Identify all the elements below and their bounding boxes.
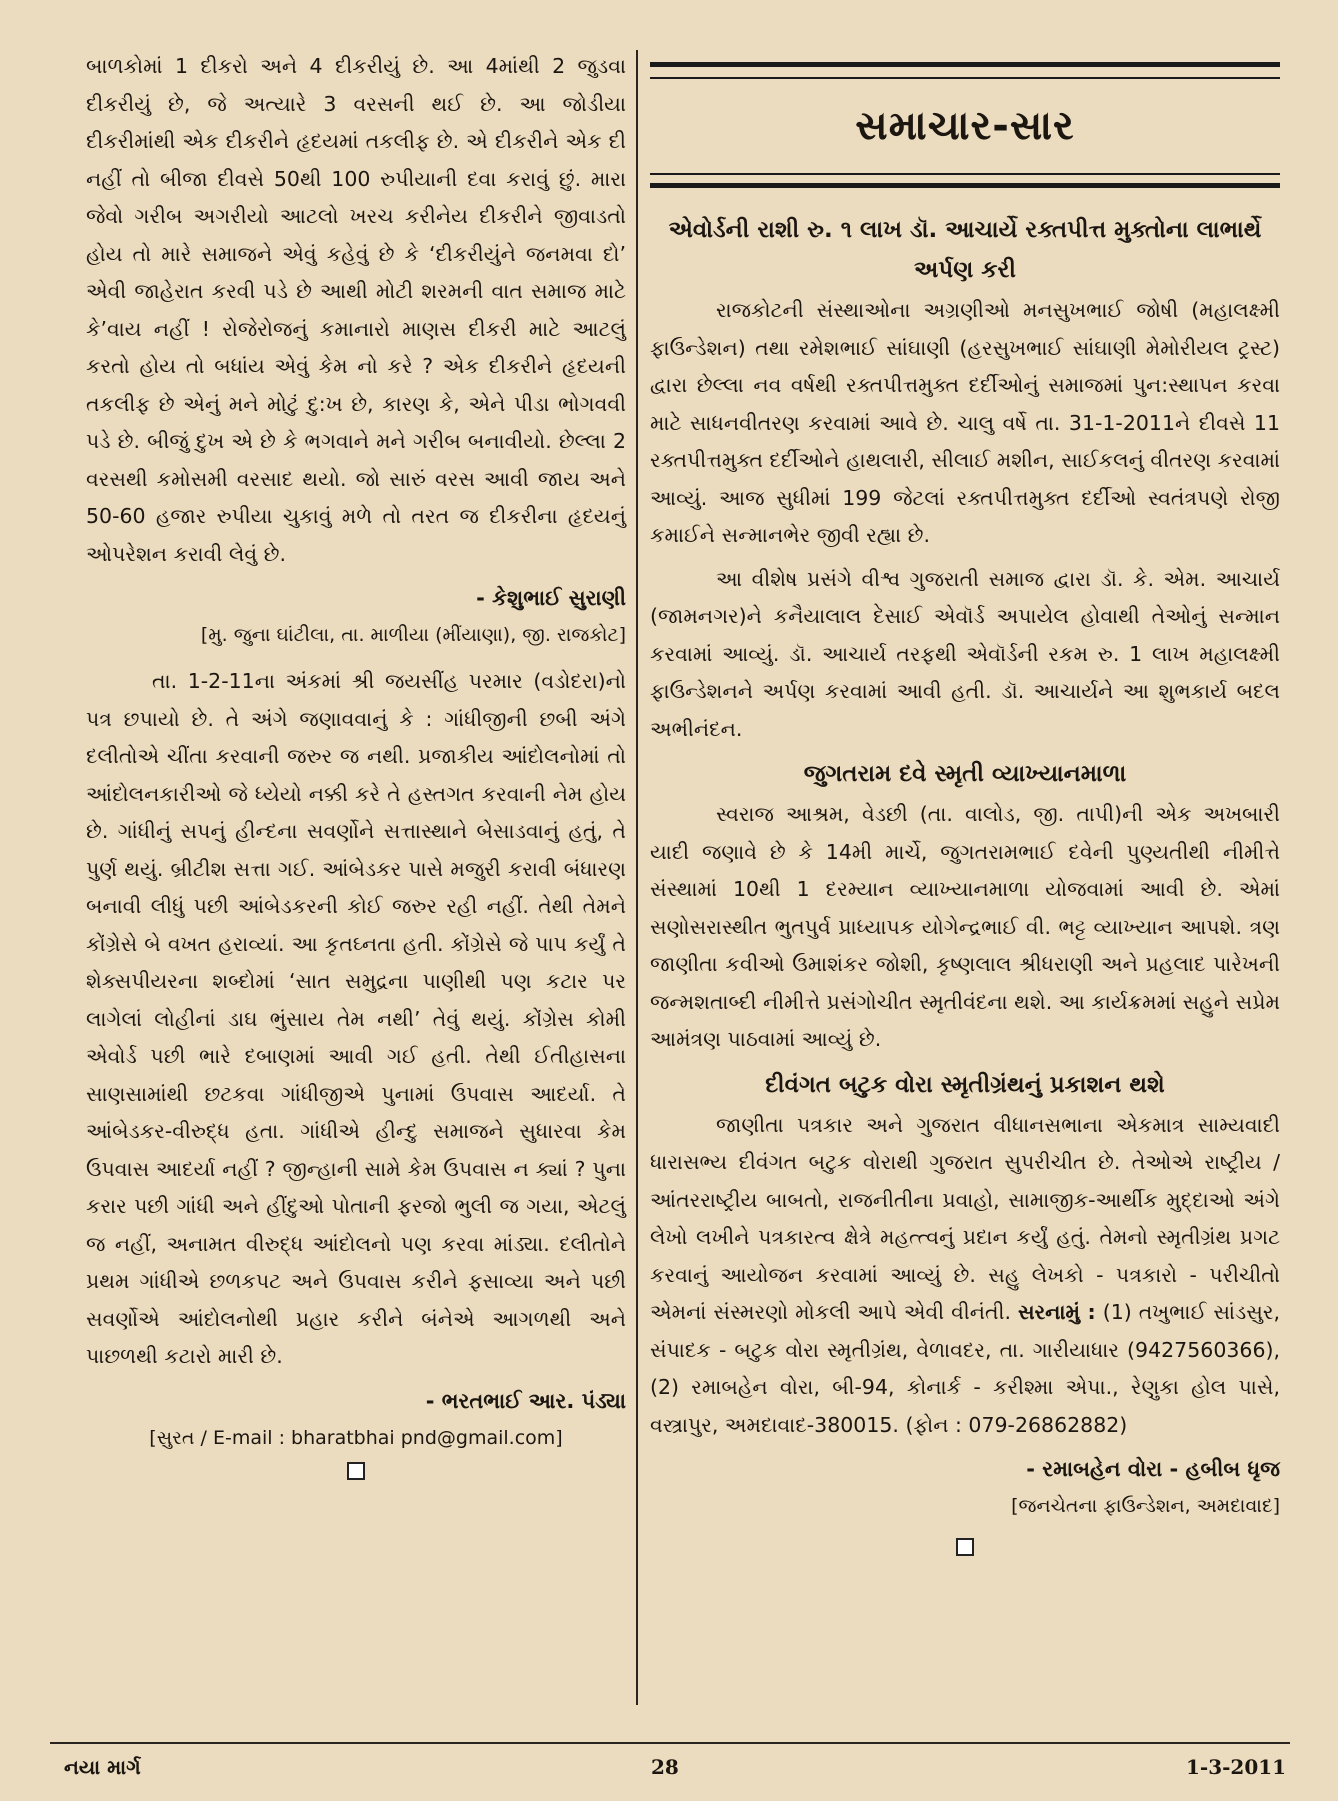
news2-paragraph: સ્વરાજ આશ્રમ, વેડછી (તા. વાલોડ, જી. તાપી)ની એક અખબારી યાદી જણાવે છે કે 14મી માર્ચે, જુગતરામભાઈ દવેની પુણ્યતીથી નીમીત્તે સંસ્થામાં 10થી 1 દરમ્યાન વ્યાખ્યાનમાળા યોજવામાં આવી છે. એમાં સણોસરાસ્થીત ભુતપુર્વ પ્રાધ્યાપક યોગેન્દ્રભાઈ વી. ભટ્ટ વ્યાખ્યાન આપશે. ત્રણ જાણીતા કવીઓ ઉમાશંકર જોશી, કૃષ્ણલાલ શ્રીધરાણી અને પ્રહલાદ પારેખની જન્મશતાબ્દી નીમીત્તે પ્રસંગોચીત સ્મૃતીવંદના થશે. આ કાર્યક્રમમાં સહુને સપ્રેમ આમંત્રણ પાઠવામાં આવ્યું છે. bbox=[650, 802, 1280, 1051]
masthead-rule-bottom bbox=[650, 173, 1280, 188]
column-divider bbox=[636, 50, 638, 1705]
right-column bbox=[650, 62, 1280, 1556]
end-marker-right bbox=[956, 1538, 974, 1556]
page-number: 28 bbox=[651, 1755, 679, 1779]
letter1-paragraph: બાળકોમાં 1 દીકરો અને 4 દીકરીયું છે. આ 4માંથી 2 જુડવા દીકરીયું છે, જે અત્યારે 3 વરસની થઈ છે. આ જોડીયા દીકરીમાંથી એક દીકરીને હૃદયમાં તકલીફ છે. એ દીકરીને એક દી નહીં તો બીજા દીવસે 50થી 100 રુપીયાની દવા કરાવું છું. મારા જેવો ગરીબ અગરીયો આટલો ખરચ કરીનેય દીકરીને જીવાડતો હોય તો મારે સમાજને એવું કહેવું છે કે ‘દીકરીયુંને જનમવા દો’ એવી જાહેરાત કરવી પડે છે આથી મોટી શરમની વાત સમાજ માટે કે’વાય નહીં ! રોજેરોજનું કમાનારો માણસ દીકરી માટે આટલું કરતો હોય તો બધાંય એવું કેમ નો કરે ? એક દીકરીને હૃદયની તકલીફ છે એનું મને મોટું દુ:ખ છે, કારણ કે, એને પીડા ભોગવવી પડે છે. બીજું દુખ એ છે કે ભગવાને મને ગરીબ બનાવીયો. છેલ્લા 2 વરસથી કમોસમી વરસાદ થયો. જો સારું વરસ આવી જાય અને 50-60 હજાર રુપીયા ચુકાવું મળે તો તરત જ દીકરીના હૃદયનું ઓપરેશન કરાવી લેવું છે. bbox=[86, 54, 626, 566]
news2-headline: જુગતરામ દવે સ્મૃતી વ્યાખ્યાનમાળા bbox=[803, 761, 1127, 787]
letter2-signature: - ભરતભાઈ આર. પંડ્યા bbox=[425, 1388, 626, 1413]
news3-organization: [જનચેતના ફાઉન્ડેશન, અમદાવાદ] bbox=[1011, 1495, 1280, 1517]
news3-signature: - રમાબહેન વોરા - હબીબ ધૃજ bbox=[1026, 1457, 1280, 1481]
issue-date: 1-3-2011 bbox=[1186, 1755, 1287, 1779]
end-marker-left bbox=[347, 1462, 365, 1480]
letter1-signature: - કેશુભાઈ સુરાણી bbox=[476, 586, 626, 610]
masthead-rule-top bbox=[650, 62, 1280, 79]
news3-address-text: (1) તખુભાઈ સાંડસુર, સંપાદક - બટુક વોરા સ્મૃતીગ્રંથ, વેળાવદર, તા. ગારીયાધાર (9427560366), (2) રમાબહેન વોરા, બી-94, કોનાર્ક - કરીશ્મા એપા., રેણુકા હોલ પાસે, વસ્ત્રાપુર, અમદાવાદ-380015. (ફોન : 079-26862882) bbox=[650, 1300, 1280, 1437]
news1-headline: એવોર્ડની રાશી રુ. ૧ લાખ ડૉ. આચાર્યે રક્તપીત્ત મુક્તોના લાભાર્થે અર્પણ કરી bbox=[668, 217, 1262, 283]
news3-paragraph-text: જાણીતા પત્રકાર અને ગુજરાત વીધાનસભાના એકમાત્ર સામ્યવાદી ધારાસભ્ય દીવંગત બટુક વોરાથી ગુજરાત સુપરીચીત છે. તેઓએ રાષ્ટ્રીય / આંતરરાષ્ટ્રીય બાબતો, રાજનીતીના પ્રવાહો, સામાજીક-આર્થીક મુદ્દાઓ અંગે લેખો લખીને પત્રકારત્વ ક્ષેત્રે મહત્ત્વનું પ્રદાન કર્યું હતું. તેમનો સ્મૃતીગ્રંથ પ્રગટ કરવાનું આયોજન કરવામાં આવ્યું છે. સહુ લેખકો - પત્રકારો - પરીચીતો એમનાં સંસ્મરણો મોકલી આપે એવી વીનંતી. bbox=[650, 1112, 1280, 1324]
letter2-address: [સુરત / E-mail : bharatbhai pnd@gmail.com] bbox=[149, 1426, 563, 1449]
footer-rule bbox=[50, 1742, 1290, 1744]
news1-paragraph2: આ વીશેષ પ્રસંગે વીશ્વ ગુજરાતી સમાજ દ્વારા ડૉ. કે. એમ. આચાર્ય (જામનગર)ને કનૈયાલાલ દેસાઈ એવૉર્ડ અપાયેલ હોવાથી તેઓનું સન્માન કરવામાં આવ્યું. ડૉ. આચાર્ય તરફથી એવૉર્ડની રકમ રુ. 1 લાખ મહાલક્ષ્મી ફાઉન્ડેશનને અર્પણ કરવામાં આવી હતી. ડૉ. આચાર્યને આ શુભકાર્ય બદલ અભીનંદન. bbox=[650, 566, 1280, 741]
publication-name: નયા માર્ગ bbox=[64, 1755, 141, 1779]
news1-paragraph1: રાજકોટની સંસ્થાઓના અગ્રણીઓ મનસુખભાઈ જોષી (મહાલક્ષ્મી ફાઉન્ડેશન) તથા રમેશભાઈ સાંઘાણી (હરસુખભાઈ સાંઘાણી મેમોરીયલ ટ્રસ્ટ) દ્વારા છેલ્લા નવ વર્ષથી રક્તપીત્તમુક્ત દર્દીઓનું સમાજમાં પુન:સ્થાપન કરવા માટે સાધનવીતરણ કરવામાં આવે છે. ચાલુ વર્ષે તા. 31-1-2011ને દીવસે 11 રક્તપીત્તમુક્ત દર્દીઓને હાથલારી, સીલાઈ મશીન, સાઈકલનું વીતરણ કરવામાં આવ્યું. આજ સુધીમાં 199 જેટલાં રક્તપીત્તમુક્ત દર્દીઓ સ્વતંત્રપણે રોજી કમાઈને સન્માનભેર જીવી રહ્યા છે. bbox=[650, 298, 1280, 547]
news3-paragraph bbox=[650, 1107, 1280, 1445]
section-masthead: સમાચાર-સાર bbox=[855, 103, 1075, 149]
letter2-paragraph: તા. 1-2-11ના અંકમાં શ્રી જયસીંહ પરમાર (વડોદરા)નો પત્ર છપાયો છે. તે અંગે જણાવવાનું કે : ગાંધીજીની છબી અંગે દલીતોએ ચીંતા કરવાની જરુર જ નથી. પ્રજાકીય આંદોલનોમાં તો આંદોલનકારીઓ જે ધ્યેયો નક્કી કરે તે હસ્તગત કરવાની નેમ હોય છે. ગાંધીનું સપનું હીન્દના સવર્ણોને સત્તાસ્થાને બેસાડવાનું હતું, તે પુર્ણ થયું. બ્રીટીશ સત્તા ગઈ. આંબેડકર પાસે મજુરી કરાવી બંધારણ બનાવી લીધું પછી આંબેડકરની કોઈ જરુર રહી નહીં. તેથી તેમને કોંગ્રેસે બે વખત હરાવ્યાં. આ કૃતઘ્નતા હતી. કોંગ્રેસે જે પાપ કર્યું તે શેક્સપીયરના શબ્દોમાં ‘સાત સમુદ્રના પાણીથી પણ કટાર પર લાગેલાં લોહીનાં ડાઘ ભુંસાય તેમ નથી’ તેવું થયું. કોંગ્રેસ કોમી એવોર્ડ પછી ભારે દબાણમાં આવી ગઈ હતી. તેથી ઈતીહાસના સાણસામાંથી છટકવા ગાંધીજીએ પુનામાં ઉપવાસ આદર્યા. તે આંબેડકર-વીરુદ્ધ હતા. ગાંધીએ હીન્દુ સમાજને સુધારવા કેમ ઉપવાસ આદર્યા નહીં ? જીન્હાની સામે કેમ ઉપવાસ ન ક્યાં ? પુના કરાર પછી ગાંધી અને હીંદુઓ પોતાની ફરજો ભુલી જ ગયા, એટલું જ નહીં, અનામત વીરુદ્ધ આંદોલનો પણ કરવા માંડ્યા. દલીતોને પ્રથમ ગાંધીએ છળકપટ અને ઉપવાસ કરીને ફસાવ્યા અને પછી સવર્ણોએ આંદોલનોથી પ્રહાર કરીને બંનેએ આગળથી અને પાછળથી કટારો મારી છે. bbox=[86, 669, 626, 1368]
letter1-address: [મુ. જુના ઘાંટીલા, તા. માળીયા (મીંયાણા), જી. રાજકોટ] bbox=[200, 624, 626, 646]
news3-address-label: સરનામું : bbox=[1017, 1300, 1096, 1324]
left-column bbox=[86, 48, 626, 1480]
news3-headline: દીવંગત બટુક વોરા સ્મૃતીગ્રંથનું પ્રકાશન થશે bbox=[765, 1071, 1165, 1098]
page-footer bbox=[0, 1755, 1338, 1785]
